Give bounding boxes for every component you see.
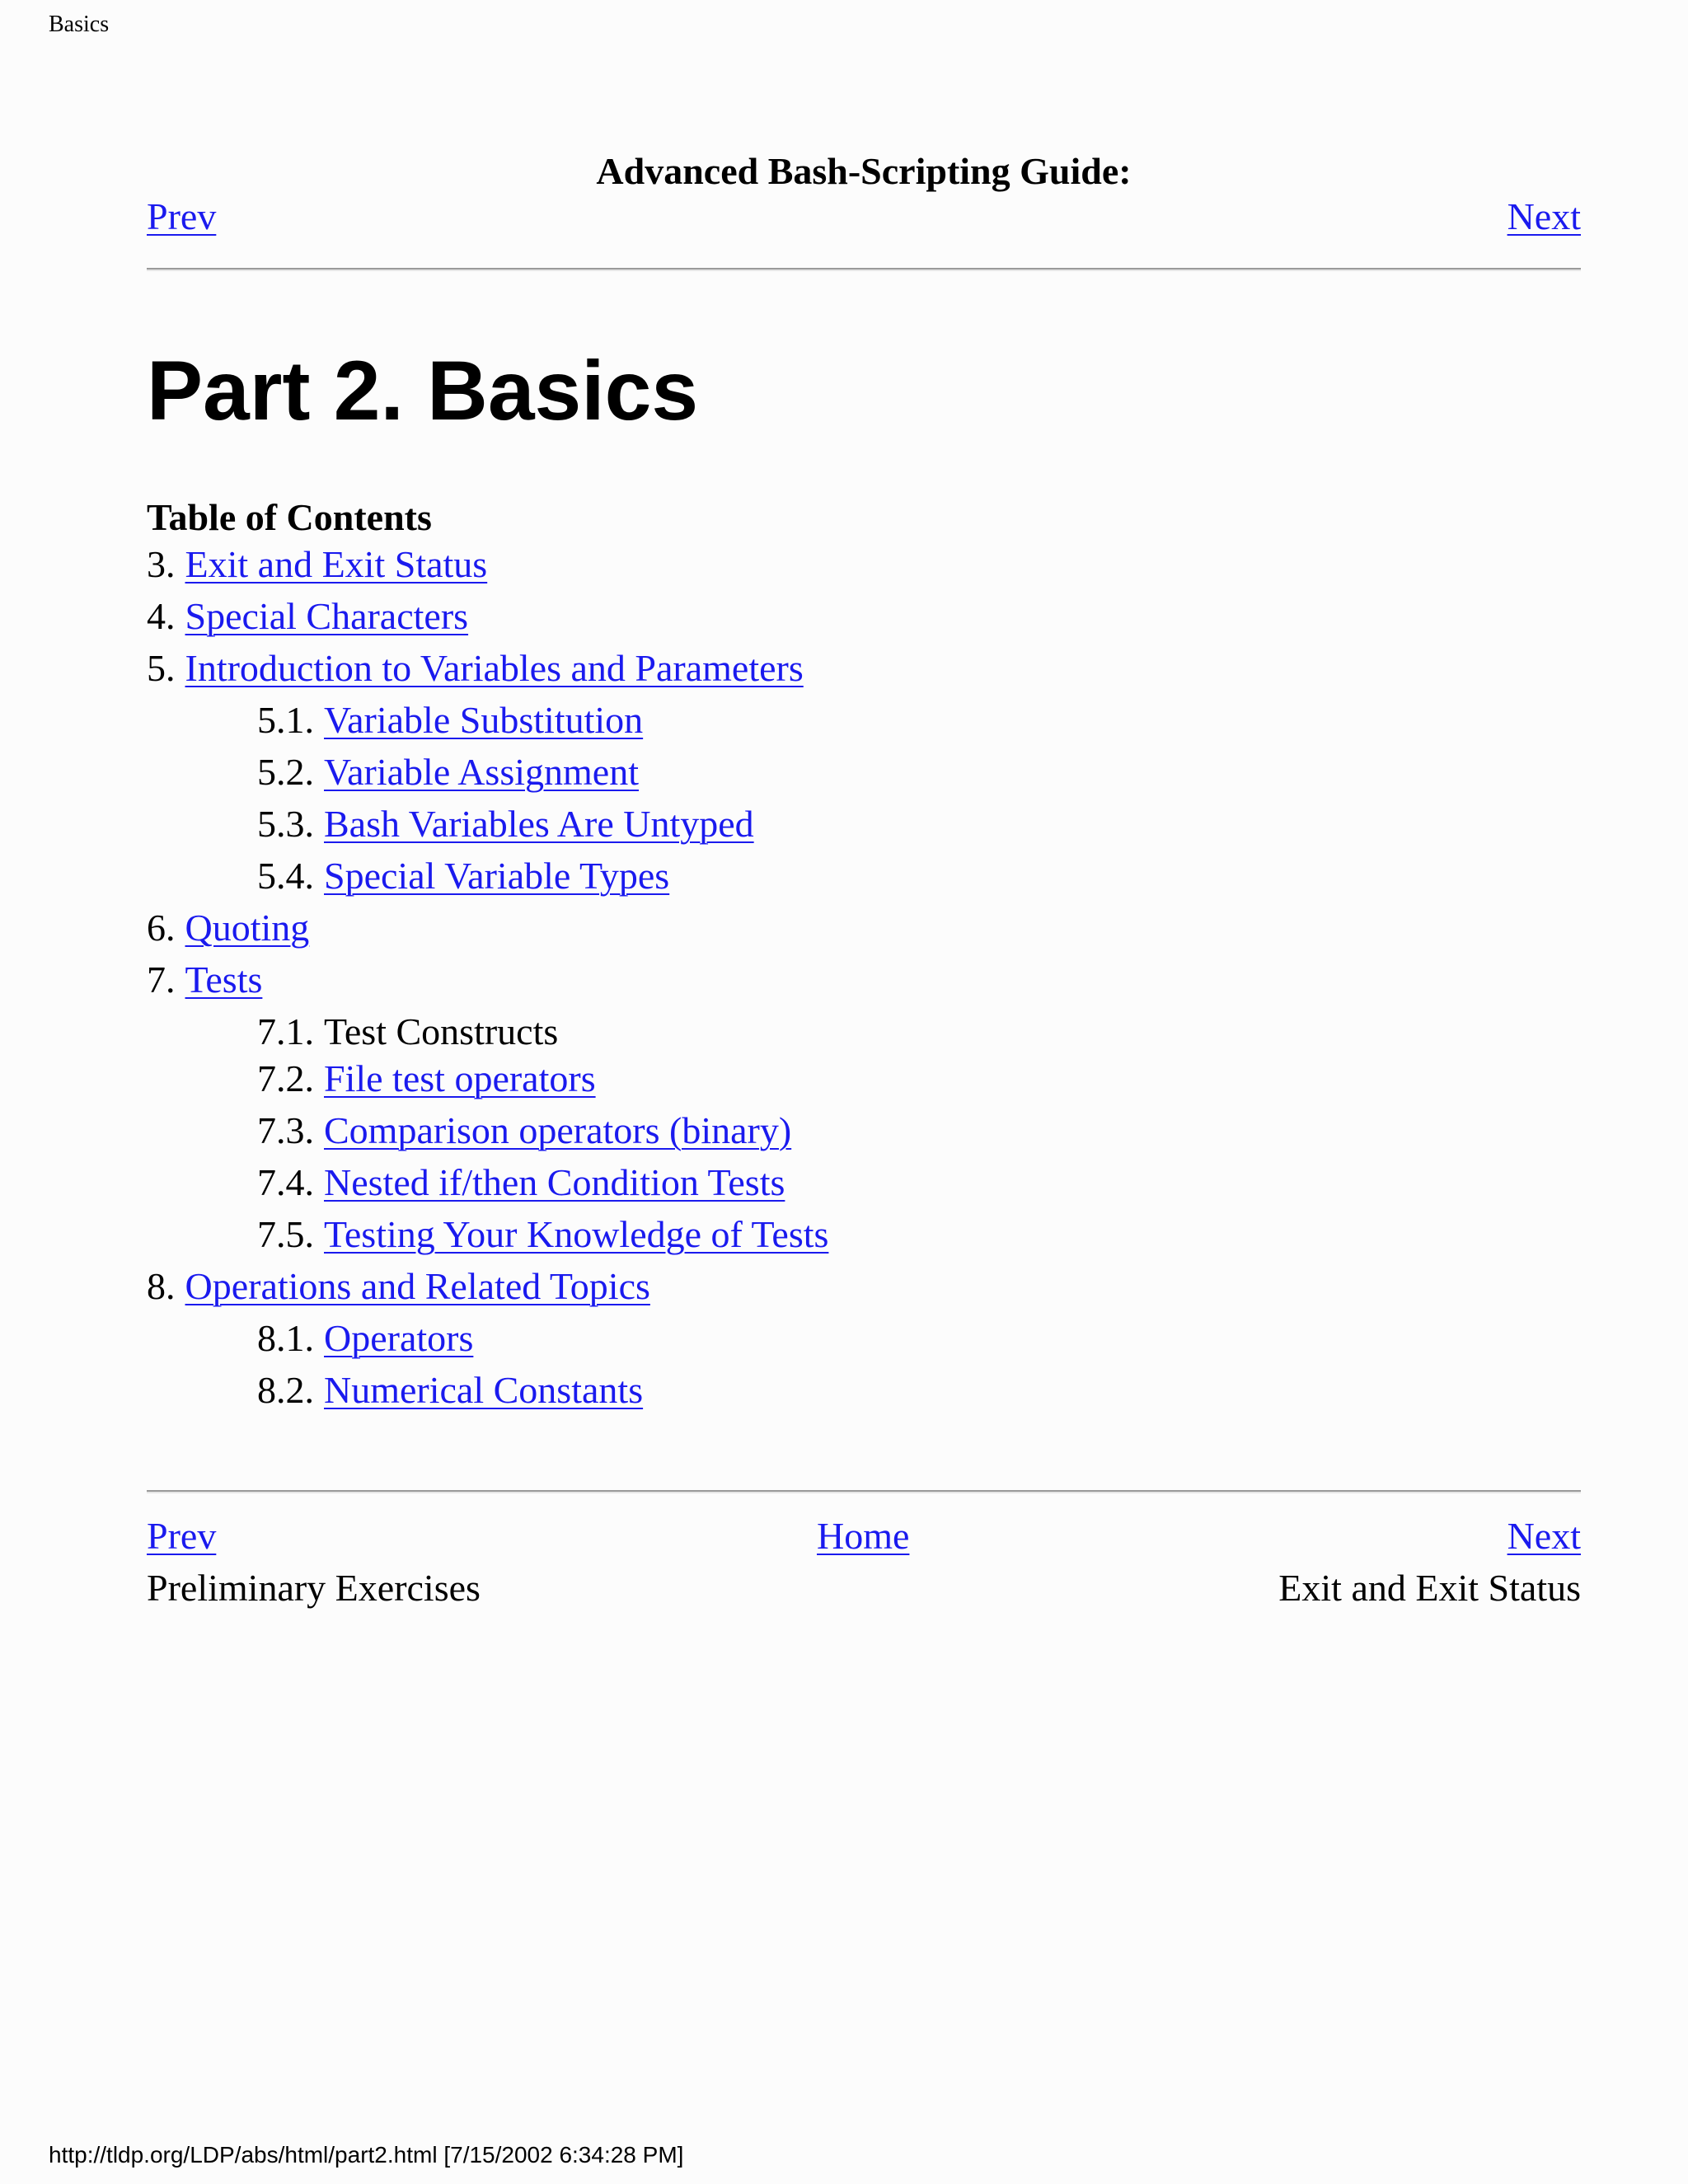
- toc-link-special-variable-types[interactable]: Special Variable Types: [324, 855, 670, 897]
- toc-item-7: [147, 957, 262, 1003]
- toc-link-file-test-operators[interactable]: File test operators: [324, 1057, 596, 1099]
- toc-link-comparison-operators[interactable]: Comparison operators (binary): [324, 1109, 792, 1151]
- toc-link-testing-knowledge[interactable]: Testing Your Knowledge of Tests: [324, 1213, 829, 1255]
- toc-number: 7.3.: [257, 1109, 314, 1151]
- toc-number: 5.2.: [257, 751, 314, 793]
- toc-number: 6.: [147, 907, 176, 949]
- toc-item-5-1: [257, 697, 643, 743]
- toc-number: 8.1.: [257, 1317, 314, 1359]
- toc-number: 7.4.: [257, 1161, 314, 1203]
- prev-page-title: Preliminary Exercises: [147, 1567, 481, 1609]
- toc-item-7-1: [257, 1009, 558, 1055]
- toc-item-7-4: [257, 1160, 785, 1206]
- toc-number: 4.: [147, 595, 176, 637]
- toc-link-variable-assignment[interactable]: Variable Assignment: [324, 751, 639, 793]
- toc-item-6: [147, 905, 309, 951]
- toc-heading: Table of Contents: [147, 496, 432, 538]
- print-header-title: Basics: [49, 12, 110, 37]
- top-divider: [147, 268, 1581, 271]
- toc-item-5: [147, 645, 804, 691]
- bottom-divider: [147, 1490, 1581, 1493]
- toc-number: 7.: [147, 958, 176, 1001]
- page-title: Part 2. Basics: [147, 344, 699, 438]
- toc-item-8-2: [257, 1367, 643, 1413]
- toc-text-test-constructs: Test Constructs: [324, 1010, 559, 1052]
- footer-prev-link[interactable]: Prev: [147, 1515, 217, 1557]
- toc-item-5-2: [257, 749, 639, 795]
- toc-number: 7.1.: [257, 1010, 314, 1052]
- toc-link-untyped-variables[interactable]: Bash Variables Are Untyped: [324, 803, 754, 845]
- toc-link-numerical-constants[interactable]: Numerical Constants: [324, 1369, 644, 1411]
- toc-link-variable-substitution[interactable]: Variable Substitution: [324, 699, 644, 741]
- guide-title: Advanced Bash-Scripting Guide:: [596, 150, 1132, 192]
- toc-item-7-3: [257, 1108, 791, 1154]
- toc-number: 5.1.: [257, 699, 314, 741]
- footer-next-link[interactable]: Next: [1507, 1515, 1581, 1557]
- toc-number: 3.: [147, 543, 176, 585]
- next-page-title: Exit and Exit Status: [1278, 1567, 1581, 1609]
- toc-link-operations-related[interactable]: Operations and Related Topics: [185, 1265, 650, 1307]
- toc-item-8-1: [257, 1315, 473, 1361]
- toc-item-7-2: [257, 1056, 596, 1102]
- home-link[interactable]: Home: [817, 1515, 910, 1557]
- toc-item-5-4: [257, 853, 669, 899]
- toc-number: 5.3.: [257, 803, 314, 845]
- toc-item-8: [147, 1263, 650, 1310]
- toc-link-exit-status[interactable]: Exit and Exit Status: [185, 543, 488, 585]
- toc-item-3: [147, 541, 487, 588]
- toc-number: 8.: [147, 1265, 176, 1307]
- toc-number: 7.5.: [257, 1213, 314, 1255]
- prev-link[interactable]: Prev: [147, 195, 217, 237]
- toc-number: 5.4.: [257, 855, 314, 897]
- toc-link-nested-if-then[interactable]: Nested if/then Condition Tests: [324, 1161, 785, 1203]
- toc-link-operators[interactable]: Operators: [324, 1317, 474, 1359]
- toc-number: 8.2.: [257, 1369, 314, 1411]
- toc-link-tests[interactable]: Tests: [185, 958, 263, 1001]
- toc-link-variables-parameters[interactable]: Introduction to Variables and Parameters: [185, 647, 804, 689]
- toc-item-4: [147, 593, 468, 640]
- next-link[interactable]: Next: [1507, 195, 1581, 237]
- print-footer-url: http://tldp.org/LDP/abs/html/part2.html [7/15/2002 6:34:28 PM]: [49, 2142, 684, 2168]
- toc-number: 7.2.: [257, 1057, 314, 1099]
- toc-link-special-characters[interactable]: Special Characters: [185, 595, 469, 637]
- toc-item-7-5: [257, 1212, 828, 1258]
- toc-number: 5.: [147, 647, 176, 689]
- toc-item-5-3: [257, 801, 754, 847]
- toc-link-quoting[interactable]: Quoting: [185, 907, 310, 949]
